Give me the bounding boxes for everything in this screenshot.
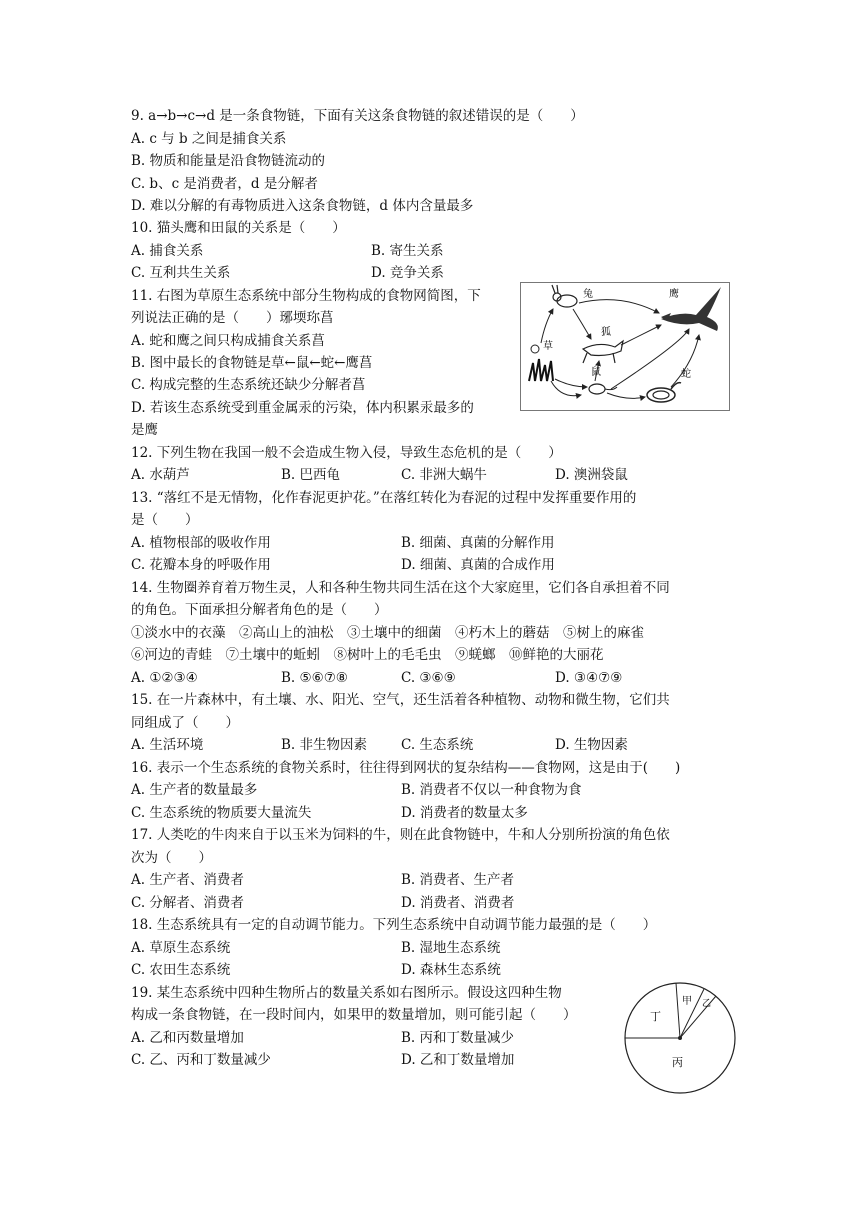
snake-label: 蛇 — [681, 369, 691, 380]
q11-option-c: C. 构成完整的生态系统还缺少分解者菖 — [131, 377, 366, 393]
q19-option-c: C. 乙、丙和丁数量减少 — [131, 1052, 271, 1068]
q17-stem: 17. 人类吃的牛肉来自于以玉米为饲料的牛，则在此食物链中，牛和人分别所扮演的角色依 — [131, 827, 670, 843]
q14-option-b: B. ⑤⑥⑦⑧ — [281, 670, 348, 686]
q14-stem: 14. 生物圈养育着万物生灵，人和各种生物共同生活在这个大家庭里，它们各自承担着不同 — [131, 580, 670, 596]
mouse-icon — [589, 384, 617, 394]
q19-option-d: D. 乙和丁数量增加 — [401, 1052, 515, 1068]
q14-option-a: A. ①②③④ — [131, 670, 198, 686]
population-pie-figure — [622, 980, 738, 1096]
q13-stem-cont: 是（ ） — [131, 512, 199, 528]
q17-option-d: D. 消费者、消费者 — [401, 895, 515, 911]
food-web-figure — [520, 282, 730, 411]
q14-items-2: ⑥河边的青蛙 ⑦土壤中的蚯蚓 ⑧树叶上的毛毛虫 ⑨蜣螂 ⑩鲜艳的大丽花 — [131, 647, 604, 663]
q14-items-1: ①淡水中的衣藻 ②高山上的油松 ③土壤中的细菌 ④朽木上的蘑菇 ⑤树上的麻雀 — [131, 625, 644, 641]
q12-stem: 12. 下列生物在我国一般不会造成生物入侵，导致生态危机的是（ ） — [131, 445, 562, 461]
snake-icon — [647, 383, 681, 402]
q19-stem: 19. 某生态系统中四种生物所占的数量关系如右图所示。假设这四种生物 — [131, 985, 562, 1001]
q10-stem: 10. 猫头鹰和田鼠的关系是（ ） — [131, 220, 346, 236]
q18-option-b: B. 湿地生态系统 — [401, 940, 501, 956]
q11-option-d: D. 若该生态系统受到重金属汞的污染，体内积累汞最多的 — [131, 400, 474, 416]
q12-option-d: D. 澳洲袋鼠 — [555, 467, 628, 483]
pie-label-ding: 丁 — [650, 1010, 661, 1023]
q16-option-d: D. 消费者的数量太多 — [401, 805, 528, 821]
fox-icon — [583, 341, 623, 363]
rabbit-label: 兔 — [583, 289, 593, 300]
pie-label-yi: 乙 — [702, 999, 712, 1009]
q18-option-c: C. 农田生态系统 — [131, 962, 231, 978]
q15-stem: 15. 在一片森林中，有土壤、水、阳光、空气，还生活着各种植物、动物和微生物，它们共 — [131, 692, 670, 708]
rabbit-icon — [552, 285, 577, 307]
q18-option-d: D. 森林生态系统 — [401, 962, 501, 978]
eagle-label: 鹰 — [669, 289, 679, 300]
q10-option-b: B. 寄生关系 — [371, 243, 444, 259]
q11-option-a: A. 蛇和鹰之间只构成捕食关系菖 — [131, 333, 325, 349]
q13-option-c: C. 花瓣本身的呼吸作用 — [131, 557, 271, 573]
q19-stem-cont: 构成一条食物链，在一段时间内，如果甲的数量增加，则可能引起（ ） — [131, 1007, 577, 1023]
q13-option-b: B. 细菌、真菌的分解作用 — [401, 535, 555, 551]
q18-stem: 18. 生态系统具有一定的自动调节能力。下列生态系统中自动调节能力最强的是（ ） — [131, 917, 657, 933]
q9-stem: 9. a→b→c→d 是一条食物链，下面有关这条食物链的叙述错误的是（ ） — [131, 108, 584, 124]
q11-stem-cont: 列说法正确的是（ ）琊堧珎菖 — [131, 310, 334, 326]
q19-option-a: A. 乙和丙数量增加 — [131, 1030, 244, 1046]
fox-label: 狐 — [601, 327, 611, 338]
q15-option-a: A. 生活环境 — [131, 737, 204, 753]
q14-stem-cont: 的角色。下面承担分解者角色的是（ ） — [131, 602, 388, 618]
q9-option-c: C. b、c 是消费者，d 是分解者 — [131, 176, 318, 192]
q15-option-b: B. 非生物因素 — [281, 737, 368, 753]
q16-option-b: B. 消费者不仅以一种食物为食 — [401, 782, 582, 798]
q17-option-a: A. 生产者、消费者 — [131, 872, 244, 888]
q16-option-c: C. 生态系统的物质要大量流失 — [131, 805, 312, 821]
q13-option-d: D. 细菌、真菌的合成作用 — [401, 557, 555, 573]
pie-label-jia: 甲 — [682, 996, 692, 1007]
q11-stem: 11. 右图为草原生态系统中部分生物构成的食物网简图，下 — [131, 288, 481, 304]
q18-option-a: A. 草原生态系统 — [131, 940, 231, 956]
q14-option-c: C. ③⑥⑨ — [401, 670, 456, 686]
grass-label: 草 — [543, 341, 553, 352]
q17-option-b: B. 消费者、生产者 — [401, 872, 515, 888]
q15-option-c: C. 生态系统 — [401, 737, 474, 753]
q17-option-c: C. 分解者、消费者 — [131, 895, 244, 911]
q16-option-a: A. 生产者的数量最多 — [131, 782, 258, 798]
mouse-label: 鼠 — [591, 367, 601, 378]
q15-option-d: D. 生物因素 — [555, 737, 628, 753]
q13-stem: 13. “落红不是无情物，化作春泥更护花。”在落红转化为春泥的过程中发挥重要作用的 — [131, 490, 637, 506]
q11-option-d-cont: 是鹰 — [131, 422, 158, 438]
q11-option-b: B. 图中最长的食物链是草←鼠←蛇←鹰菖 — [131, 355, 373, 371]
q10-option-d: D. 竞争关系 — [371, 265, 444, 281]
q14-option-d: D. ③④⑦⑨ — [555, 670, 623, 686]
q12-option-b: B. 巴西龟 — [281, 467, 341, 483]
q15-stem-cont: 同组成了（ ） — [131, 715, 239, 731]
pie-center — [678, 1036, 682, 1040]
pie-label-bing: 丙 — [672, 1056, 683, 1069]
q12-option-c: C. 非洲大蜗牛 — [401, 467, 487, 483]
q10-option-a: A. 捕食关系 — [131, 243, 204, 259]
q19-option-b: B. 丙和丁数量减少 — [401, 1030, 515, 1046]
q13-option-a: A. 植物根部的吸收作用 — [131, 535, 271, 551]
q16-stem: 16. 表示一个生态系统的食物关系时，往往得到网状的复杂结构——食物网，这是由于( ) — [131, 760, 681, 776]
q17-stem-cont: 次为（ ） — [131, 850, 212, 866]
q9-option-b: B. 物质和能量是沿食物链流动的 — [131, 153, 326, 169]
q12-option-a: A. 水葫芦 — [131, 467, 190, 483]
q10-option-c: C. 互利共生关系 — [131, 265, 231, 281]
q9-option-d: D. 难以分解的有毒物质进入这条食物链，d 体内含量最多 — [131, 198, 474, 214]
q9-option-a: A. c 与 b 之间是捕食关系 — [131, 131, 287, 147]
